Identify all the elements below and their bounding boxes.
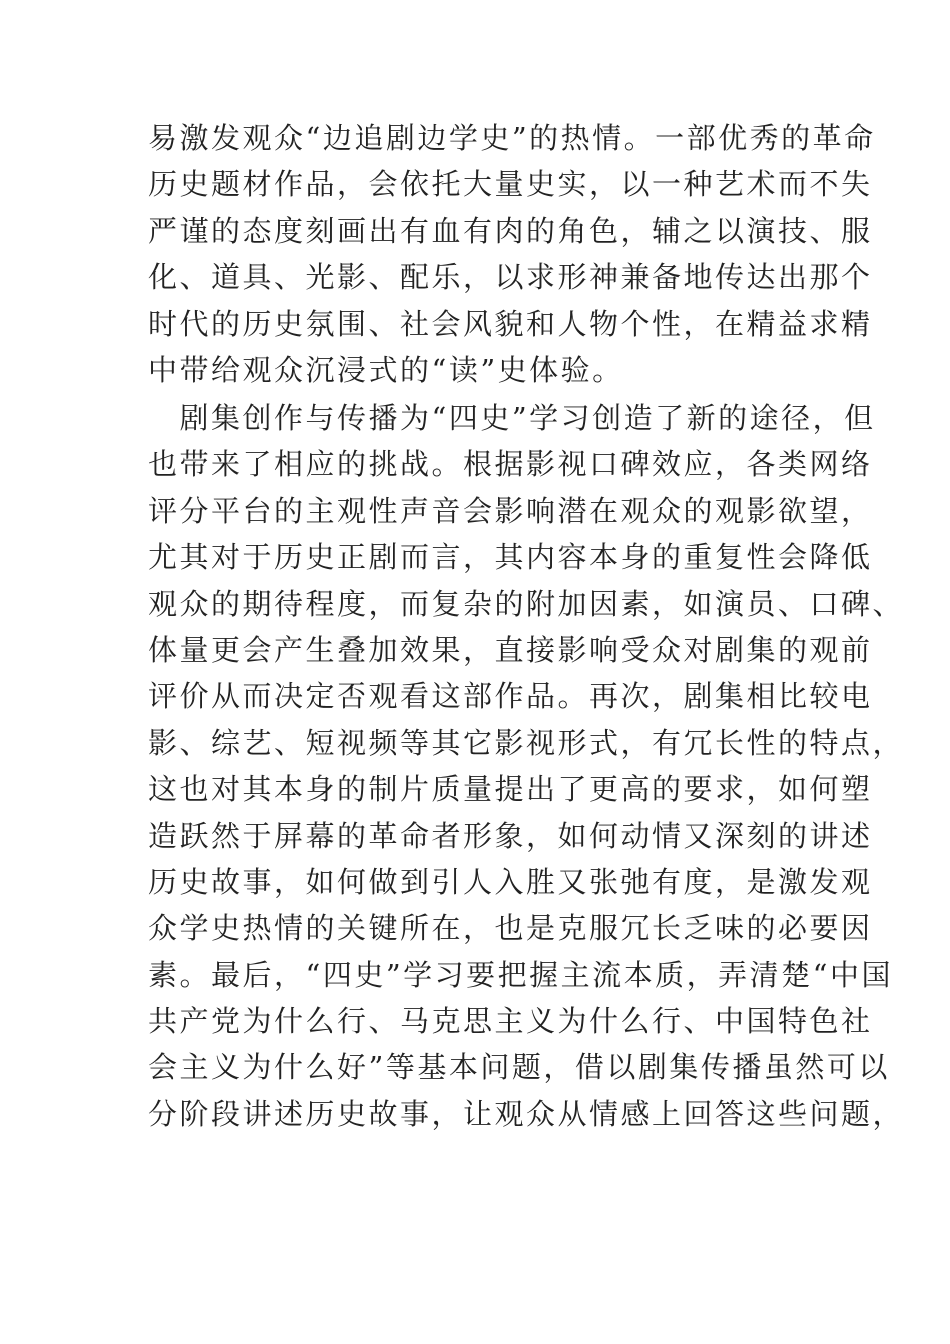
paragraph-line: 会主义为什么好”等基本问题，借以剧集传播虽然可以	[148, 1050, 890, 1085]
paragraph-2	[148, 395, 905, 1137]
paragraph-line: 中带给观众沉浸式的“读”史体验。	[148, 352, 624, 387]
paragraph-line: 历史故事，如何做到引人入胜又张弛有度，是激发观	[148, 864, 873, 899]
paragraph-line: 共产党为什么行、马克思主义为什么行、中国特色社	[148, 1004, 873, 1039]
paragraph-line: 造跃然于屏幕的革命者形象，如何动情又深刻的讲述	[148, 818, 873, 853]
paragraph-line: 体量更会产生叠加效果，直接影响受众对剧集的观前	[148, 632, 873, 667]
paragraph-line: 观众的期待程度，而复杂的附加因素，如演员、口碑、	[148, 586, 905, 621]
paragraph-1	[148, 115, 876, 393]
paragraph-line: 化、道具、光影、配乐，以求形神兼备地传达出那个	[148, 260, 873, 295]
paragraph-line: 素。最后，“四史”学习要把握主流本质，弄清楚“中国	[148, 957, 893, 992]
paragraph-line: 历史题材作品，会依托大量史实，以一种艺术而不失	[148, 167, 873, 202]
paragraph-line: 分阶段讲述历史故事，让观众从情感上回答这些问题，	[148, 1096, 905, 1131]
paragraph-line: 易激发观众“边追剧边学史”的热情。一部优秀的革命	[148, 121, 876, 155]
paragraph-line: 影、综艺、短视频等其它影视形式，有冗长性的特点，	[148, 725, 905, 760]
paragraph-line: 也带来了相应的挑战。根据影视口碑效应，各类网络	[148, 447, 873, 482]
paragraph-line: 时代的历史氛围、社会风貌和人物个性，在精益求精	[148, 306, 873, 341]
paragraph-line: 众学史热情的关键所在，也是克服冗长乏味的必要因	[148, 911, 873, 946]
paragraph-line: 评价从而决定否观看这部作品。再次，剧集相比较电	[148, 679, 873, 714]
paragraph-line: 严谨的态度刻画出有血有肉的角色，辅之以演技、服	[148, 213, 873, 248]
paragraph-line: 剧集创作与传播为“四史”学习创造了新的途径，但	[148, 401, 876, 435]
paragraph-line: 评分平台的主观性声音会影响潜在观众的观影欲望，	[148, 493, 873, 528]
paragraph-line: 这也对其本身的制片质量提出了更高的要求，如何塑	[148, 772, 873, 807]
paragraph-line: 尤其对于历史正剧而言，其内容本身的重复性会降低	[148, 540, 873, 575]
